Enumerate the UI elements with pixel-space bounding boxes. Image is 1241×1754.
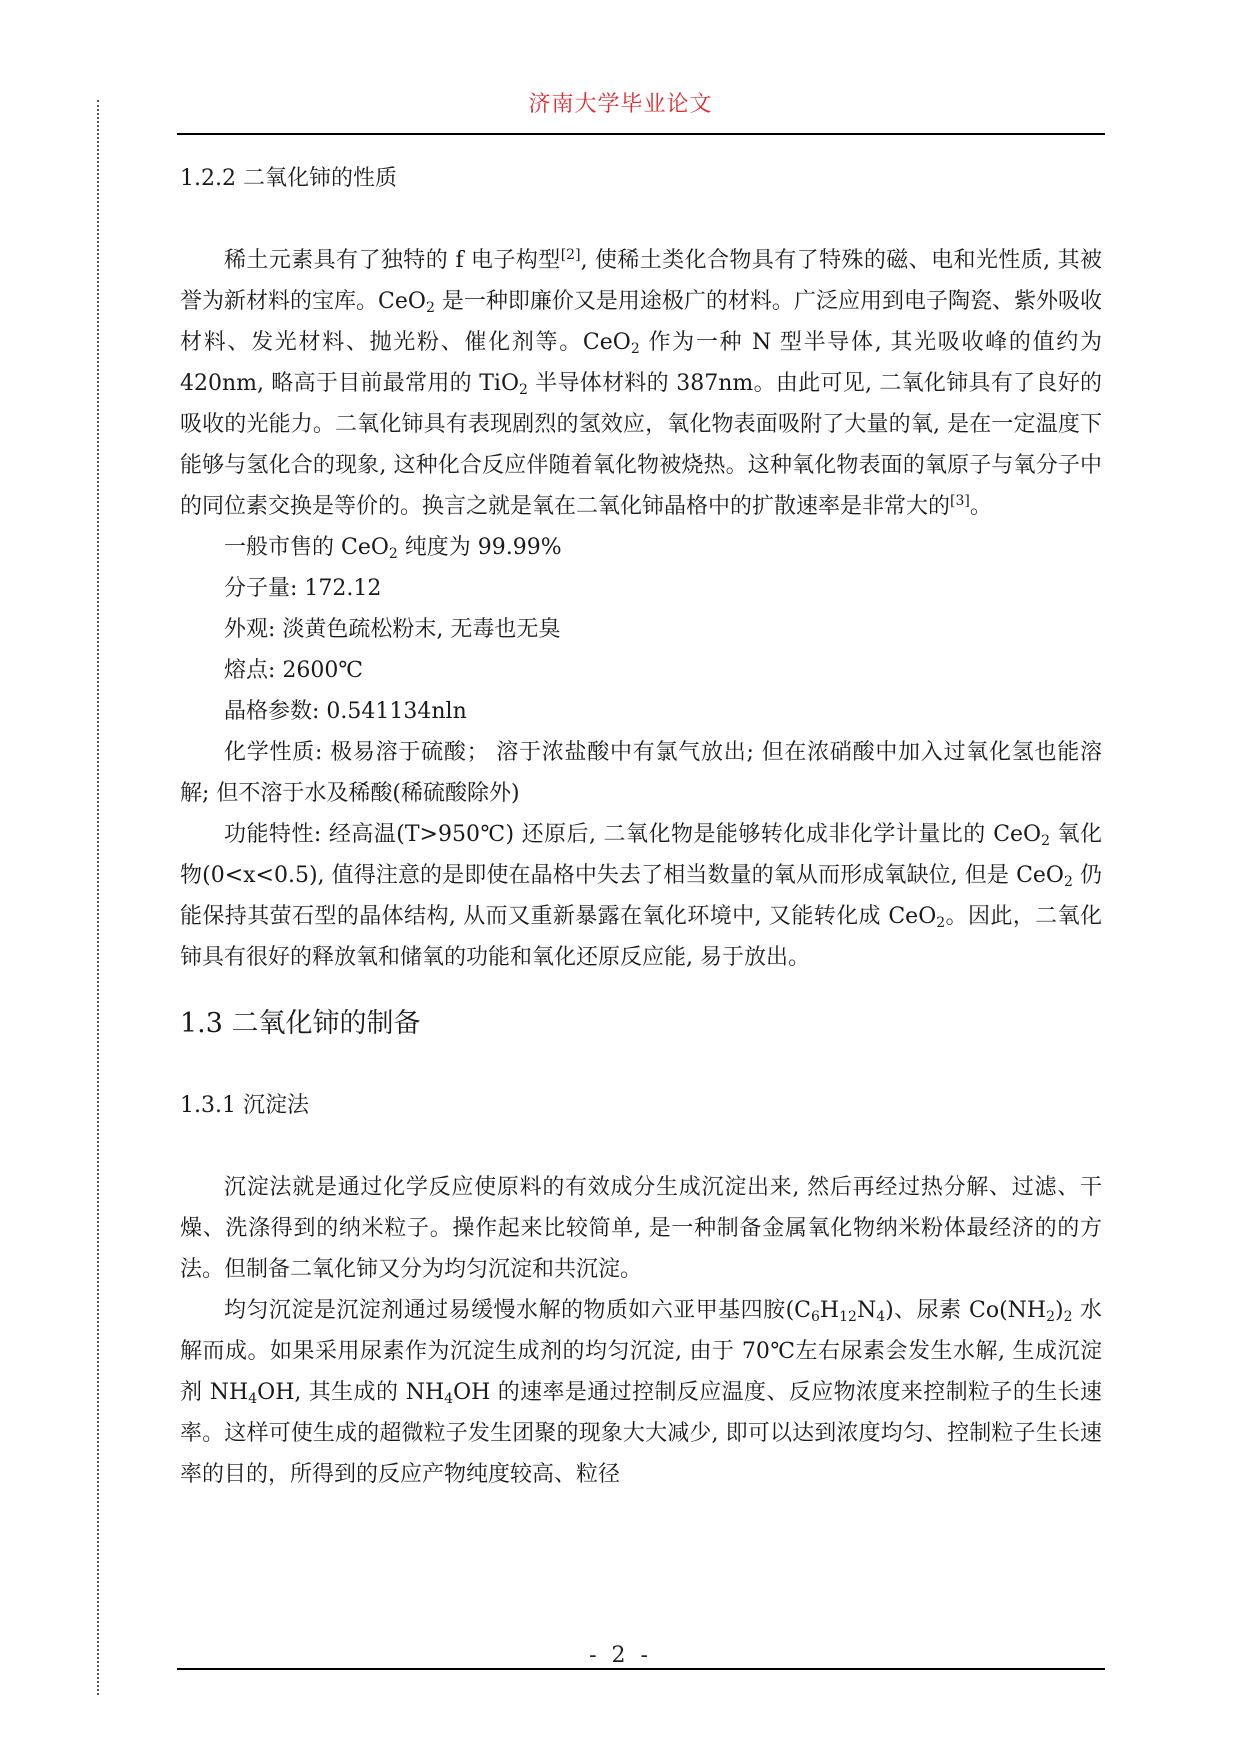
text-span: 。: [969, 494, 992, 519]
text-span: 功能特性: 经高温(T>950℃) 还原后, 二氧化物是能够转化成非化学计量比的 CeO: [224, 822, 1042, 847]
text-span: 作为一种 N 型半导体, 其光吸收峰的值约为 420nm, 略高于目前最常用的 TiO: [180, 330, 1103, 396]
header-rule: [177, 133, 1105, 135]
chemical-properties-paragraph: 化学性质: 极易溶于硫酸； 溶于浓盐酸中有氯气放出; 但在浓硝酸中加入过氧化氢也能溶解; 但不溶于水及稀酸(稀硫酸除外): [180, 740, 1102, 806]
subscript: 12: [839, 1309, 857, 1325]
text-span: 一般市售的 CeO: [224, 535, 389, 560]
purity-line: [180, 527, 1102, 568]
subscript: 2: [936, 915, 946, 931]
functional-properties-paragraph: [180, 814, 1102, 978]
text-span: ): [1055, 1298, 1064, 1323]
appearance-line: 外观: 淡黄色疏松粉末, 无毒也无臭: [224, 617, 561, 642]
subscript: 2: [630, 341, 640, 357]
text-span: 。因此，二氧化铈具有很好的释放氧和储氧的功能和氧化还原反应能, 易于放出。: [180, 904, 1102, 970]
page-body: [180, 158, 1102, 1495]
subscript: 2: [425, 300, 435, 316]
subscript: 4: [444, 1391, 454, 1407]
subscript: 2: [1046, 1309, 1056, 1325]
text-span: , 使稀土类化合物具有了特殊的磁、电和光性质, 其被誉为新材料的宝库。CeO: [180, 248, 1102, 314]
binding-margin-line: [97, 100, 99, 1695]
text-span: OH 的速率是通过控制反应温度、反应物浓度来控制粒子的生长速率。这样可使生成的超微粒子发生团聚的现象大大减少, 即可以达到浓度均匀、控制粒子生长速率的目的，所得到的反应产物纯度较高、粒径: [180, 1380, 1103, 1487]
text-span: H: [819, 1298, 840, 1323]
lattice-parameter-line: 晶格参数: 0.541134nln: [224, 699, 467, 724]
properties-paragraph: [180, 240, 1102, 527]
citation-ref: [3]: [950, 493, 970, 509]
text-span: 氧化物(0<x<0.5), 值得注意的是即使在晶格中失去了相当数量的氧从而形成氧缺位, 但是 CeO: [180, 822, 1102, 888]
subscript: 4: [248, 1391, 258, 1407]
footer-rule: [177, 1668, 1105, 1670]
section-heading-1-2-2: 1.2.2 二氧化铈的性质: [180, 166, 397, 191]
section-heading-1-3-1: 1.3.1 沉淀法: [180, 1093, 309, 1118]
subscript: 4: [876, 1309, 886, 1325]
subscript: 2: [1041, 833, 1051, 849]
section-heading-1-3: 1.3 二氧化铈的制备: [180, 1008, 421, 1039]
subscript: 2: [519, 382, 528, 398]
precipitation-method-paragraph: 沉淀法就是通过化学反应使原料的有效成分生成沉淀出来, 然后再经过热分解、过滤、干燥、洗涤得到的纳米粒子。操作起来比较简单, 是一种制备金属氧化物纳米粉体最经济的的方法。但制备二氧化铈又分为均匀沉淀和共沉淀。: [180, 1175, 1102, 1282]
text-span: 仍能保持其萤石型的晶体结构, 从而又重新暴露在氧化环境中, 又能转化成 CeO: [180, 863, 1102, 929]
molecular-weight-line: 分子量: 172.12: [224, 576, 382, 601]
text-span: 水解而成。如果采用尿素作为沉淀生成剂的均匀沉淀, 由于 70℃左右尿素会发生水解, 生成沉淀剂 NH: [180, 1298, 1103, 1405]
text-span: 稀土元素具有了独特的 f 电子构型: [224, 248, 561, 273]
running-header-title: 济南大学毕业论文: [528, 92, 713, 117]
page-number: - 2 -: [589, 1643, 652, 1668]
citation-ref: [2]: [560, 247, 581, 263]
text-span: 是一种即廉价又是用途极广的材料。广泛应用到电子陶瓷、紫外吸收材料、发光材料、抛光粉、催化剂等。CeO: [180, 289, 1102, 355]
subscript: 6: [811, 1309, 820, 1325]
text-span: N: [856, 1298, 877, 1323]
subscript: 2: [388, 546, 398, 562]
subscript: 2: [1063, 1309, 1073, 1325]
text-span: )、尿素 Co(NH: [885, 1298, 1047, 1323]
text-span: 纯度为 99.99%: [397, 535, 562, 560]
homogeneous-precipitation-paragraph: [180, 1290, 1102, 1495]
melting-point-line: 熔点: 2600℃: [224, 658, 364, 683]
text-span: OH, 其生成的 NH: [257, 1380, 445, 1405]
text-span: 半导体材料的 387nm。由此可见, 二氧化铈具有了良好的吸收的光能力。二氧化铈具有表现剧烈的氢效应，氧化物表面吸附了大量的氧, 是在一定温度下能够与氢化合的现象, 这种化合反应伴随着氧化物被烧热。这种氧化物表面的氧原子与氧分子中的同位素交换是等价的。换言之就是氧在二氧化铈晶格中的扩散速率是非常大的: [180, 371, 1102, 519]
text-span: 均匀沉淀是沉淀剂通过易缓慢水解的物质如六亚甲基四胺(C: [224, 1298, 811, 1323]
subscript: 2: [1063, 874, 1073, 890]
